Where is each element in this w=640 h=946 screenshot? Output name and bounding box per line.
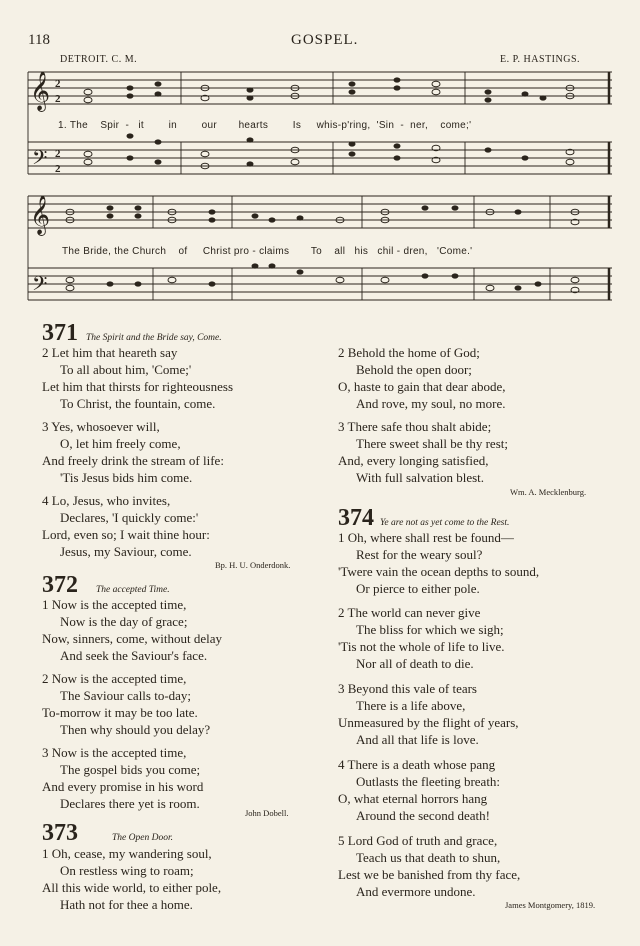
svg-text:2: 2 [55, 78, 61, 90]
page-number: 118 [28, 32, 50, 48]
hymn-373-author: Wm. A. Mecklenburg. [510, 487, 587, 497]
svg-text:𝄢: 𝄢 [32, 272, 48, 300]
svg-text:2: 2 [55, 148, 61, 160]
hymn-374-heading: 374 Ye are not as yet come to the Rest. [338, 505, 510, 531]
tune-composer: E. P. HASTINGS. [500, 54, 581, 65]
svg-text:𝄞: 𝄞 [30, 195, 51, 235]
hymn-372-heading: 372 The accepted Time. [42, 572, 170, 598]
tune-lyrics-line-2: The Bride, the Church of Christ pro - claims To all his chil - dren, 'Come.' [62, 246, 473, 257]
page-title: GOSPEL. [291, 32, 359, 48]
hymn-374-author: James Montgomery, 1819. [505, 900, 596, 910]
tune-lyrics-line-1: 1. The Spir - it in our hearts Is whis-p'ring, 'Sin - ner, come;' [58, 120, 472, 131]
svg-text:2: 2 [55, 93, 61, 105]
svg-text:𝄞: 𝄞 [30, 71, 51, 111]
svg-text:𝄢: 𝄢 [32, 146, 48, 174]
hymn-372-author: John Dobell. [245, 808, 289, 818]
hymn-373-heading: 373 The Open Door. [42, 820, 173, 846]
hymn-371-heading: 371 The Spirit and the Bride say, Come. [42, 320, 222, 346]
svg-text:2: 2 [55, 163, 61, 175]
tune-name: DETROIT. C. M. [60, 54, 138, 65]
hymn-371-author: Bp. H. U. Onderdonk. [215, 560, 291, 570]
